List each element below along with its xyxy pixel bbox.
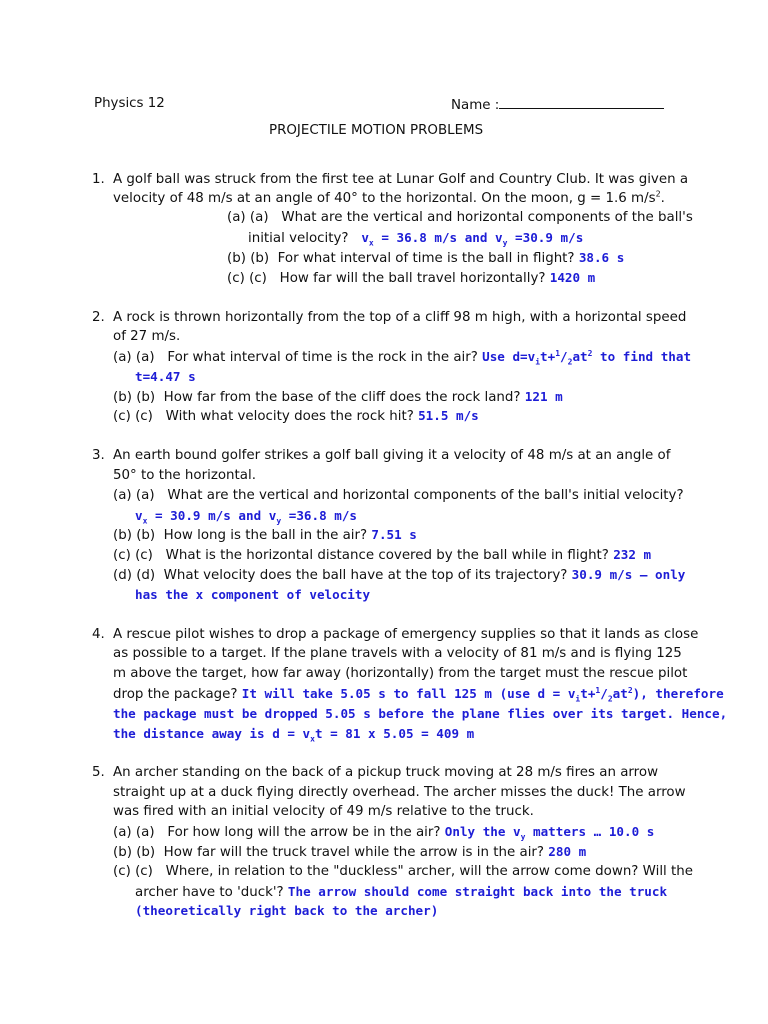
part-label: (c) (c)	[227, 271, 267, 286]
answer-text: $v_x = 30.9$ m/s and $v_y =36.8$ m/s	[135, 508, 357, 526]
part-label: (a) (a)	[113, 350, 155, 365]
problem-number: 2.	[92, 310, 105, 325]
part-question: (a) (a) What are the vertical and horizontal components of the ball's initial velocity?	[113, 488, 684, 503]
page-title: PROJECTILE MOTION PROBLEMS	[269, 123, 484, 138]
problem-number: 1.	[92, 172, 105, 187]
part-question: (a) (a) What are the vertical and horizontal components of the ball's	[227, 210, 693, 225]
part-label: (a) (a)	[113, 488, 155, 503]
part-label: (c) (c)	[113, 864, 153, 879]
part-label: (c) (c)	[113, 548, 153, 563]
part-question: (b) (b) How far from the base of the cliff does the rock land? 121 m	[113, 389, 563, 405]
part-label: (d) (d)	[113, 568, 156, 583]
answer-text: 280 m	[548, 844, 587, 859]
part-question: archer have to 'duck'? The arrow should come straight back into the truck	[135, 884, 668, 900]
problem-text-line: A rock is thrown horizontally from the top of a cliff 98 m high, with a horizontal speed	[113, 310, 687, 325]
course-title: Physics 12	[94, 96, 165, 111]
part-question: initial velocity? $v_x = 36.8$ m/s and $v_y =30.9$ m/s	[248, 230, 584, 248]
problem-text-line: m above the target, how far away (horizontally) from the target must the rescue pilot	[113, 666, 688, 681]
answer-text: 38.6 s	[578, 250, 625, 265]
answer-text: The arrow should come straight back into the truck	[287, 884, 668, 899]
answer-text: the package must be dropped 5.05 s before the plane flies over its target. Hence,	[113, 706, 728, 721]
answer-text: 232 m	[613, 547, 652, 562]
problem-text-line: A rescue pilot wishes to drop a package of emergency supplies so that it lands as close	[113, 627, 699, 642]
answer-text: has the x component of velocity	[135, 587, 371, 602]
problem-text-line: straight up at a duck flying directly overhead. The archer misses the duck! The arrow	[113, 785, 686, 800]
part-question: (c) (c) What is the horizontal distance covered by the ball while in flight? 232 m	[113, 547, 652, 563]
answer-text: 30.9 m/s – only	[571, 567, 686, 582]
problem-number: 3.	[92, 448, 105, 463]
name-underline	[499, 94, 664, 109]
problem-number: 4.	[92, 627, 105, 642]
part-label: (a) (a)	[227, 210, 269, 225]
part-question: (b) (b) For what interval of time is the ball in flight? 38.6 s	[227, 250, 625, 266]
problem-text-line: 50° to the horizontal.	[113, 468, 256, 483]
part-question: (c) (c) With what velocity does the rock hit? 51.5 m/s	[113, 408, 479, 424]
answer-text: $v_x = 36.8$ m/s and $v_y =30.9$ m/s	[361, 230, 584, 248]
answer-text: 121 m	[524, 389, 563, 404]
part-label: (a) (a)	[113, 825, 155, 840]
part-label: (c) (c)	[113, 409, 153, 424]
part-label: (b) (b)	[113, 528, 156, 543]
part-label: (b) (b)	[227, 251, 270, 266]
part-question: (b) (b) How far will the truck travel while the arrow is in the air? 280 m	[113, 844, 587, 860]
problem-number: 5.	[92, 765, 105, 780]
problem-text-line: velocity of 48 m/s at an angle of 40° to the horizontal. On the moon, g = 1.6 $m/s^2$.	[113, 189, 665, 206]
name-label: Name :	[451, 98, 500, 113]
part-question: (d) (d) What velocity does the ball have at the top of its trajectory? 30.9 m/s – only	[113, 567, 686, 583]
answer-text: (theoretically right back to the archer)	[135, 903, 439, 918]
part-label: (b) (b)	[113, 390, 156, 405]
part-question: (a) (a) For what interval of time is the rock in the air? Use $d=v_it+^1/_2at^2$ to find that	[113, 348, 692, 367]
part-question: (c) (c) Where, in relation to the "duckless" archer, will the arrow come down? Will the	[113, 864, 694, 879]
answer-text: 7.51 s	[371, 527, 417, 542]
answer-text: 1420 m	[549, 270, 596, 285]
problem-text-line: drop the package? It will take 5.05 s to fall 125 m (use $d = v_it+^1/_2at^2$), therefore	[113, 685, 724, 704]
problem-text-line: An archer standing on the back of a pickup truck moving at 28 m/s fires an arrow	[113, 765, 659, 780]
part-question: (a) (a) For how long will the arrow be in the air? Only the $v_y$ matters … 10.0 s	[113, 824, 655, 842]
problem-text-line: was fired with an initial velocity of 49 m/s relative to the truck.	[113, 804, 534, 819]
answer-text: Use $d=v_it+^1/_2at^2$ to find that	[482, 348, 692, 367]
part-question: (c) (c) How far will the ball travel horizontally? 1420 m	[227, 270, 596, 286]
problem-text-line: of 27 m/s.	[113, 329, 181, 344]
answer-text: 51.5 m/s	[418, 408, 479, 423]
answer-text: t=4.47 s	[135, 369, 196, 384]
answer-text: It will take 5.05 s to fall 125 m (use $d = v_it+^1/_2at^2$), therefore	[241, 685, 724, 704]
part-question: (b) (b) How long is the ball in the air? 7.51 s	[113, 527, 417, 543]
part-label: (b) (b)	[113, 845, 156, 860]
answer-text: Only the $v_y$ matters … 10.0 s	[444, 824, 655, 842]
problem-text-line: A golf ball was struck from the first tee at Lunar Golf and Country Club. It was given a	[113, 172, 689, 187]
problem-text-line: as possible to a target. If the plane travels with a velocity of 81 m/s and is flying 125	[113, 646, 682, 661]
name-field[interactable]	[451, 94, 664, 116]
problem-text-line: An earth bound golfer strikes a golf ball giving it a velocity of 48 m/s at an angle of	[113, 448, 671, 463]
answer-text: the distance away is $d = v_xt = 81$ x 5.05 = 409 m	[113, 726, 475, 744]
